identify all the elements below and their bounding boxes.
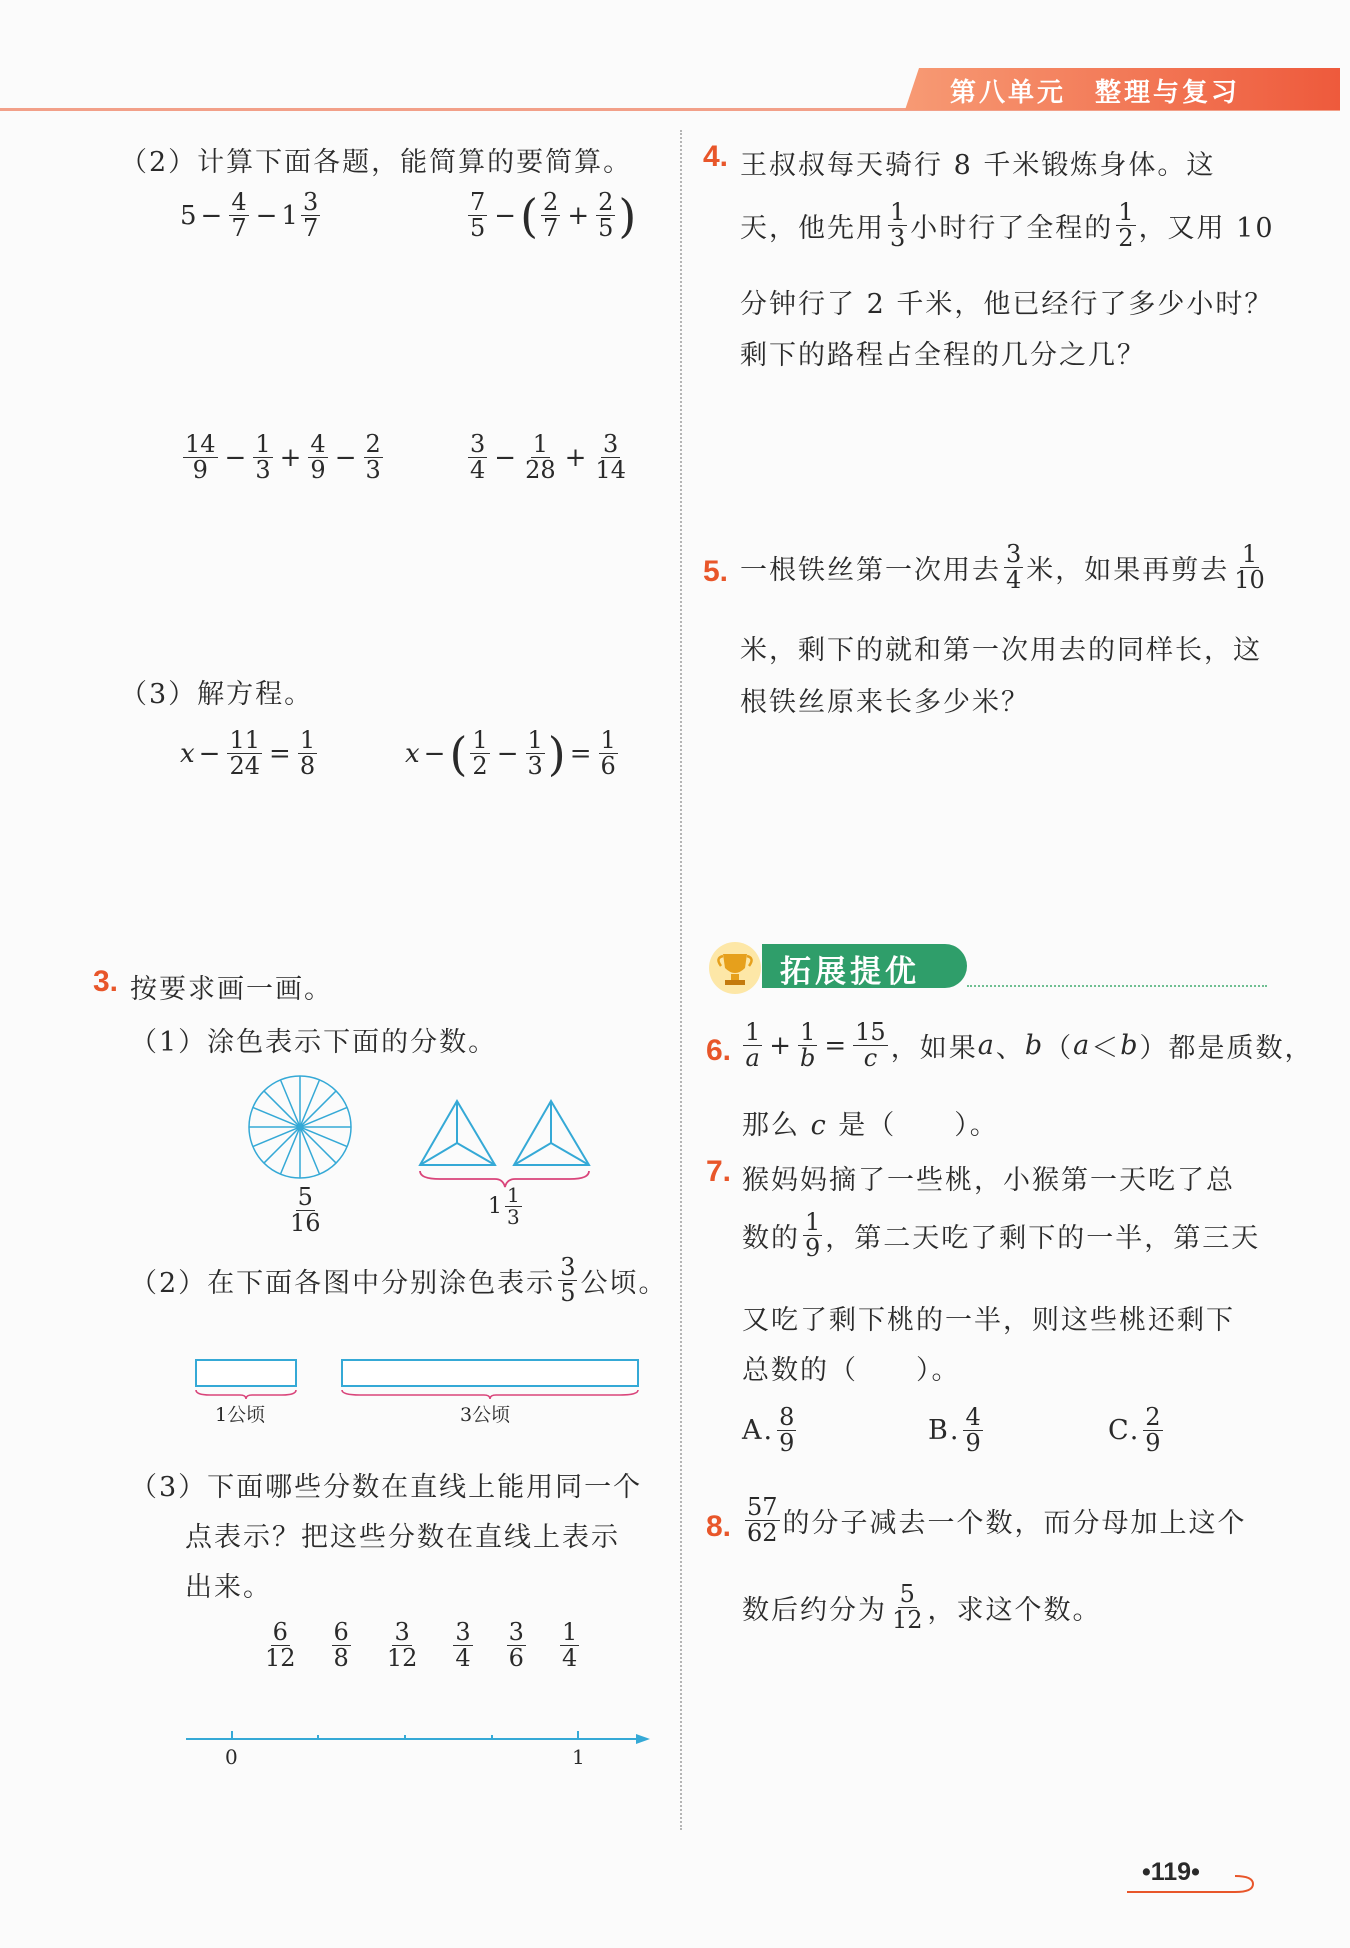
fraction-item: $\frac{3}{6}$ <box>508 1618 524 1673</box>
q3-title: 按要求画一画。 <box>130 974 333 1005</box>
equation-1: x − $\frac{11}{24}$ = $\frac{1}{8}$ <box>180 726 316 781</box>
q8-line1: $\frac{57}{62}$ 的分子减去一个数，而分母加上这个 <box>747 1493 1247 1548</box>
q5-line2: 米，剩下的就和第一次用去的同样长，这 <box>740 635 1262 666</box>
question-number-6: 6. <box>706 1034 732 1067</box>
label-mixed-1-1-3: 1 $\frac{1}{3}$ <box>488 1183 520 1229</box>
expression-2: $\frac{7}{5}$ − ( $\frac{2}{7}$ + $\frac{2}{5}$ ) <box>470 188 637 243</box>
q7-line4: 总数的（ ）。 <box>742 1355 961 1386</box>
q3-2-label: （2）在下面各图中分别涂色表示 $\frac{3}{5}$ 公顷。 <box>130 1253 668 1308</box>
rect-label-2: 3公顷 <box>460 1404 511 1426</box>
number: 5 <box>180 200 197 231</box>
fraction: $\frac{2}{7}$ <box>543 188 559 243</box>
q5-line1: 一根铁丝第一次用去 $\frac{3}{4}$ 米，如果再剪去 $\frac{1}{10}$ <box>740 540 1265 595</box>
fraction-item: $\frac{6}{12}$ <box>265 1618 296 1673</box>
question-number-8: 8. <box>706 1510 732 1543</box>
equation-2: x − ( $\frac{1}{2}$ − $\frac{1}{3}$ ) = $\frac{1}{6}$ <box>405 726 616 781</box>
number-line[interactable] <box>180 1725 660 1755</box>
q7-line3: 又吃了剩下桃的一半，则这些桃还剩下 <box>742 1305 1235 1336</box>
fraction: $\frac{1}{6}$ <box>600 726 616 781</box>
rect-label-1: 1公顷 <box>215 1404 266 1426</box>
question-number-3: 3. <box>93 965 119 998</box>
expression-3: $\frac{14}{9}$ − $\frac{1}{3}$ + $\frac{4}{9}$ − $\frac{2}{3}$ <box>185 430 381 485</box>
q3-3-line1: （3）下面哪些分数在直线上能用同一个 <box>130 1472 643 1503</box>
fraction: $\frac{1}{2}$ <box>472 726 488 781</box>
fraction-item: $\frac{1}{4}$ <box>561 1618 578 1673</box>
question-number-7: 7. <box>706 1155 732 1188</box>
fraction: $\frac{4}{9}$ <box>310 430 326 485</box>
axis-zero: 0 <box>225 1745 238 1769</box>
fraction: $\frac{7}{5}$ <box>470 188 486 243</box>
fraction-item: $\frac{6}{8}$ <box>333 1618 349 1673</box>
q4-line1: 王叔叔每天骑行 8 千米锻炼身体。这 <box>740 150 1216 181</box>
fraction: $\frac{1}{3}$ <box>255 430 271 485</box>
fraction-item: $\frac{3}{4}$ <box>455 1618 471 1673</box>
axis-one: 1 <box>572 1745 585 1769</box>
page-number: •119• <box>1142 1858 1200 1886</box>
fractions-list <box>260 1620 582 1671</box>
number: 1 <box>281 200 298 231</box>
fraction: $\frac{3}{7}$ <box>302 188 319 243</box>
unit-title: 第八单元 整理与复习 <box>950 78 1241 108</box>
fraction: $\frac{2}{5}$ <box>598 188 614 243</box>
section-title: 拓展提优 <box>780 954 920 990</box>
q2-2-label: （2）计算下面各题，能简算的要简算。 <box>120 147 633 178</box>
q7-line1: 猴妈妈摘了一些桃，小猴第一天吃了总 <box>742 1165 1235 1196</box>
fraction: $\frac{1}{3}$ <box>527 726 543 781</box>
question-number-4: 4. <box>703 140 729 173</box>
section-rule <box>967 985 1267 987</box>
circle-16-sectors[interactable] <box>245 1072 355 1182</box>
label-5-16: $\frac{5}{16}$ <box>290 1183 321 1238</box>
q6-line1: $\frac{1}{a}$ + $\frac{1}{b}$ = $\frac{15}{c}$ ，如果 a 、 b （ a ＜ b ）都是质数， <box>745 1018 1314 1073</box>
expression-4: $\frac{3}{4}$ − $\frac{1}{28}$ + $\frac{3}{14}$ <box>470 430 626 485</box>
fraction: $\frac{11}{24}$ <box>229 726 261 781</box>
page-number-decoration <box>1125 1870 1260 1900</box>
fraction-item: $\frac{3}{12}$ <box>386 1618 418 1673</box>
hectare-rectangles[interactable] <box>190 1355 650 1400</box>
q4-line2: 天，他先用 $\frac{1}{3}$ 小时行了全程的 $\frac{1}{2}$ ，又用 10 <box>740 198 1275 253</box>
q5-line3: 根铁丝原来长多少米？ <box>740 687 1030 718</box>
q3-3-line2: 点表示？把这些分数在直线上表示 <box>185 1522 620 1553</box>
q7-line2: 数的 $\frac{1}{9}$ ，第二天吃了剩下的一半，第三天 <box>742 1208 1261 1263</box>
q6-line2: 那么 c 是（ ）。 <box>742 1110 999 1141</box>
variable-x: x <box>180 738 195 769</box>
q7-option-b[interactable]: B. $\frac{4}{9}$ <box>928 1403 981 1458</box>
column-divider <box>680 130 682 1830</box>
q8-line2: 数后约分为 $\frac{5}{12}$ ，求这个数。 <box>742 1580 1102 1635</box>
question-number-5: 5. <box>703 555 729 588</box>
fraction: $\frac{1}{28}$ <box>525 430 556 485</box>
expression-1: 5 − $\frac{4}{7}$ − 1 $\frac{3}{7}$ <box>180 188 319 243</box>
two-triangles[interactable] <box>415 1095 595 1195</box>
fraction: $\frac{3}{4}$ <box>470 430 486 485</box>
variable-x: x <box>405 738 420 769</box>
fraction: $\frac{14}{9}$ <box>185 430 216 485</box>
q7-option-c[interactable]: C. $\frac{2}{9}$ <box>1108 1403 1161 1458</box>
q4-line3: 分钟行了 2 千米，他已经行了多少小时？ <box>740 289 1274 320</box>
q3-1-label: （1）涂色表示下面的分数。 <box>130 1027 498 1058</box>
fraction: $\frac{2}{3}$ <box>365 430 381 485</box>
fraction: $\frac{4}{7}$ <box>231 188 247 243</box>
q4-line4: 剩下的路程占全程的几分之几？ <box>740 340 1146 371</box>
q7-option-a[interactable]: A. $\frac{8}{9}$ <box>742 1403 795 1458</box>
q3-3-line3: 出来。 <box>185 1572 272 1603</box>
fraction: $\frac{1}{8}$ <box>299 726 316 781</box>
fraction: $\frac{3}{14}$ <box>595 430 626 485</box>
q2-3-label: （3）解方程。 <box>120 679 314 710</box>
